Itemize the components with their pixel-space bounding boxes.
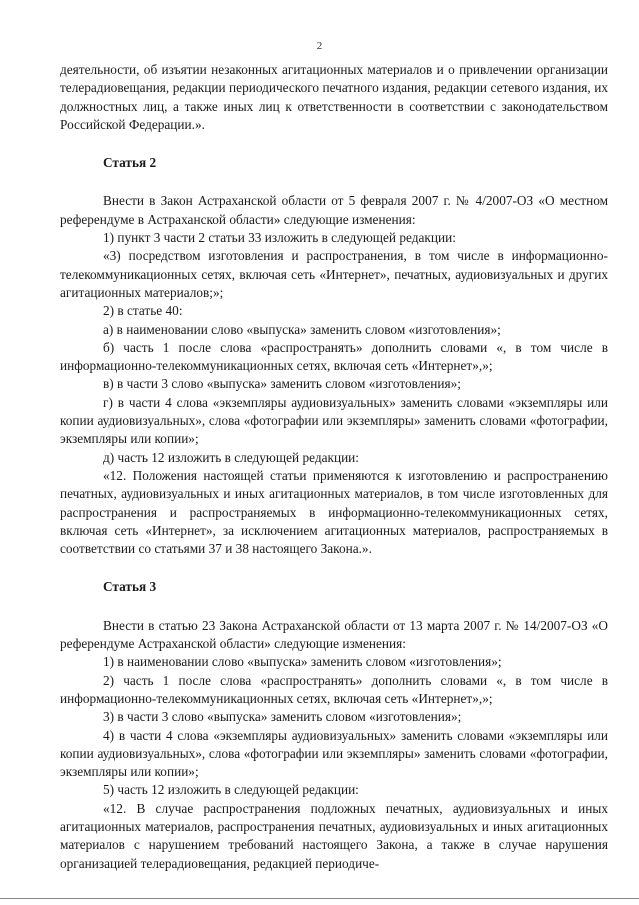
article-3-paragraph: 2) часть 1 после слова «распространять» дополнить словами «, в том числе в информационно-телекоммуникационных сетях, включая сеть «Интернет»,»; <box>60 672 608 706</box>
article-3-paragraph: 5) часть 12 изложить в следующей редакции: <box>103 782 359 798</box>
article-2-heading: Статья 2 <box>103 155 157 171</box>
article-2-paragraph: в) в части 3 слово «выпуска» заменить словом «изготовления»; <box>103 376 461 392</box>
article-2-paragraph: 2) в статье 40: <box>103 303 183 319</box>
article-3-paragraph: 3) в части 3 слово «выпуска» заменить словом «изготовления»; <box>103 709 462 725</box>
article-3-paragraph: «12. В случае распространения подложных печатных, аудиовизуальных и иных агитационных материалов, распространения печатных, аудиовизуальных и иных агитационных материалов с нарушением требований настоящего Закона, а также в случае нарушения организацией телерадиовещания, редакцией периодиче- <box>60 800 608 871</box>
article-3-paragraph: 4) в части 4 слова «экземпляры аудиовизуальных» заменить словами «экземпляры или копии аудиовизуальных», слова «фотографии или экземпляры» заменить словами «фотографии, экземпляры или копии»; <box>60 727 608 780</box>
article-3-paragraph: 1) в наименовании слово «выпуска» заменить словом «изготовления»; <box>103 654 502 670</box>
intro-paragraph: деятельности, об изъятии незаконных агитационных материалов и о привлечении организации телерадиовещания, редакции периодического печатного издания, редакции сетевого издания, их должностных лиц, а также иных лиц к ответственности в соответствии с законодательством Российской Федерации.». <box>60 62 608 132</box>
article-2-paragraph: «3) посредством изготовления и распространения, в том числе в информационно-телекоммуникационных сетях, включая сеть «Интернет», печатных, аудиовизуальных и других агитационных материалов;»; <box>60 248 608 300</box>
article-2-paragraph: 1) пункт 3 части 2 статьи 33 изложить в следующей редакции: <box>103 230 456 246</box>
page-bottom-divider <box>0 898 639 899</box>
article-2-paragraph: д) часть 12 изложить в следующей редакции: <box>103 449 359 465</box>
article-3-paragraph: Внести в статью 23 Закона Астраханской области от 13 марта 2007 г. № 14/2007-ОЗ «О референдуме Астраханской области» следующие изменения: <box>60 617 608 652</box>
article-2-paragraph: б) часть 1 после слова «распространять» дополнить словами «, в том числе в информационно-телекоммуникационных сетях, включая сеть «Интернет»,»; <box>60 339 608 374</box>
article-3-heading: Статья 3 <box>103 579 157 595</box>
document-body <box>60 61 608 873</box>
article-2-paragraph: а) в наименовании слово «выпуска» заменить словом «изготовления»; <box>103 321 501 337</box>
page-number: 2 <box>316 40 323 52</box>
article-2-paragraph: «12. Положения настоящей статьи применяются к изготовлению и распространению печатных, аудиовизуальных и иных агитационных материалов, в том числе изготовленных для распространения и распространяемых в информационно-телекоммуникационных сетях, включая сеть «Интернет», за исключением агитационных материалов, распространяемых в соответствии со статьями 37 и 38 настоящего Закона.». <box>60 467 608 557</box>
article-2-paragraph: г) в части 4 слова «экземпляры аудиовизуальных» заменить словами «экземпляры или копии аудиовизуальных», слова «фотографии или экземпляры» заменить словами «фотографии, экземпляры или копии»; <box>60 394 608 447</box>
article-2-paragraph: Внести в Закон Астраханской области от 5 февраля 2007 г. № 4/2007-ОЗ «О местном референдуме в Астраханской области» следующие изменения: <box>60 193 608 227</box>
